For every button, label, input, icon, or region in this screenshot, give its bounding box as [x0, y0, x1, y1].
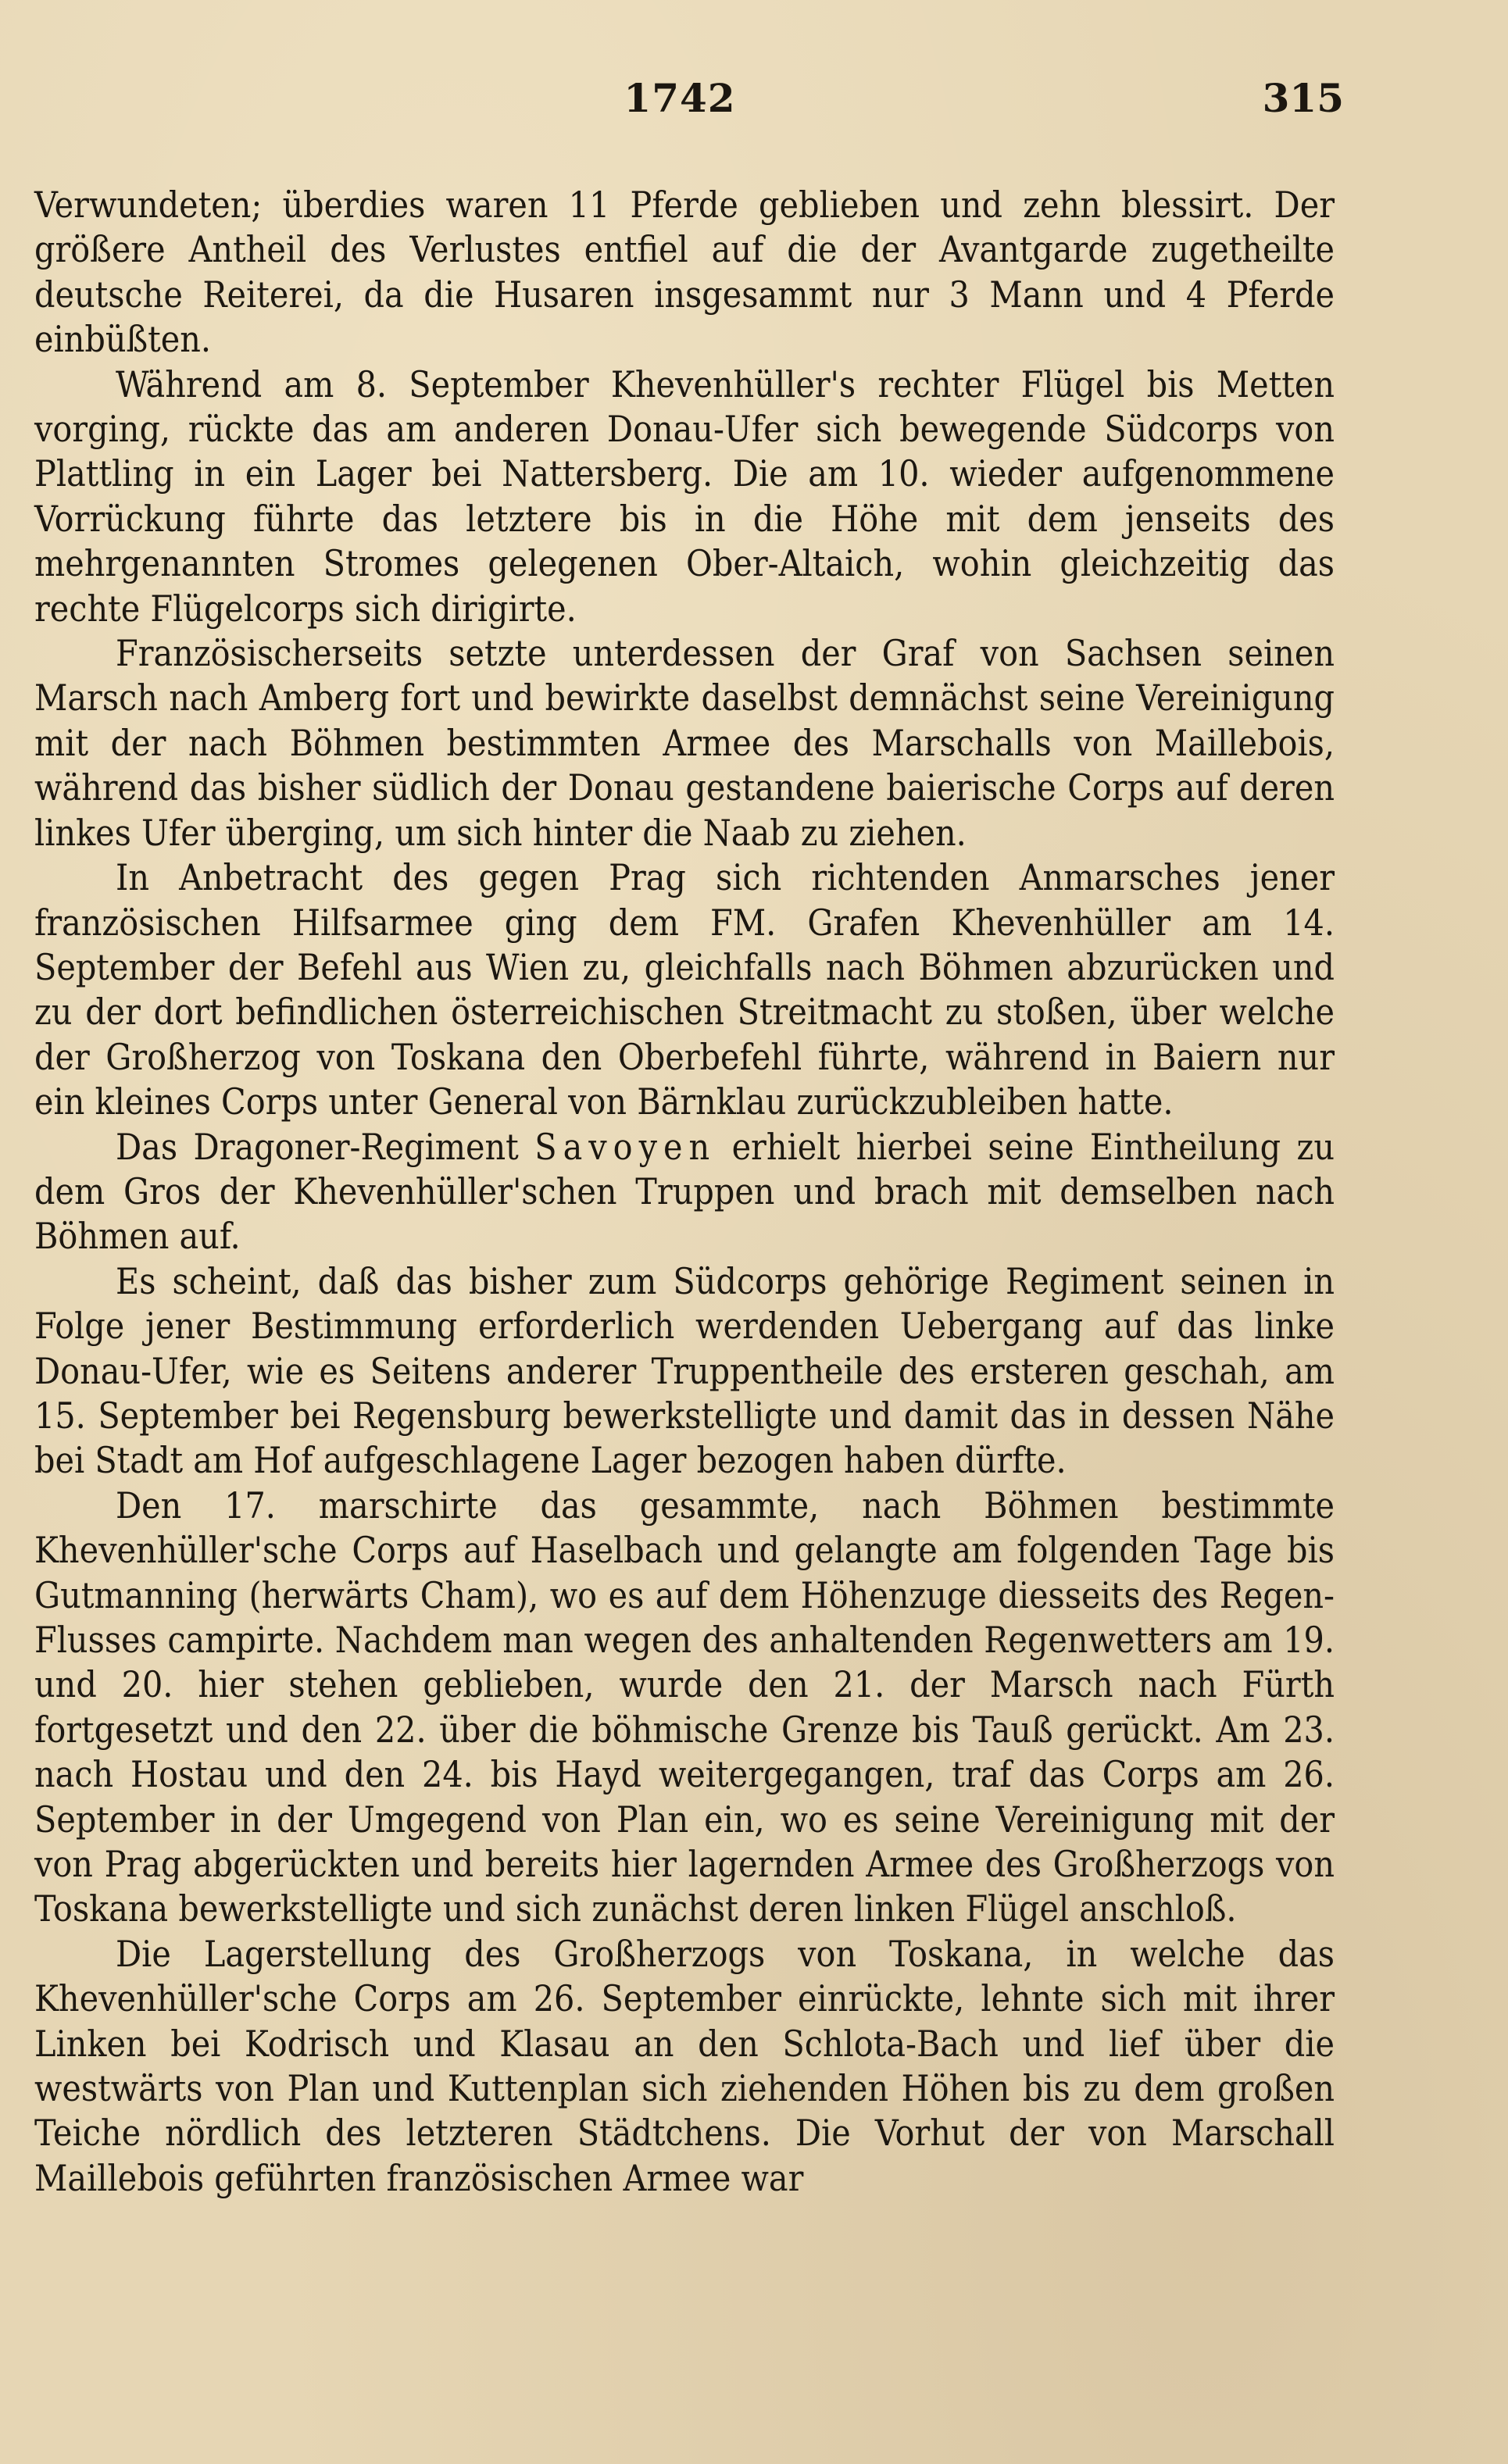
paragraph-2: Während am 8. September Khevenhüller's rechter Flügel bis Metten vorging, rückte das am anderen Donau-Ufer sich bewegende Südcorps von Plattling in ein Lager bei Nattersberg. Die am 10. wieder aufgenommene Vorrückung führte das letztere bis in die Höhe mit dem jenseits des mehrgenannten Stromes gelegenen Ober-Altaich, wohin gleichzeitig das rechte Flügelcorps sich dirigirte.: [34, 362, 1335, 630]
paragraph-8: Die Lagerstellung des Großherzogs von Toskana, in welche das Khevenhüller'sche Corps am 26. September einrückte, lehnte sich mit ihrer Linken bei Kodrisch und Klasau an den Schlota-Bach und lief über die westwärts von Plan und Kuttenplan sich ziehenden Höhen bis zu dem großen Teiche nördlich des letzteren Städtchens. Die Vorhut der von Marschall Maillebois geführten französischen Armee war: [34, 1932, 1335, 2199]
paragraph-5-before: Das Dragoner-Regiment: [116, 1125, 535, 1168]
paragraph-5-after: erhielt hierbei seine Eintheilung zu dem Gros der Khevenhüller'schen Truppen und brach mit demselben nach Böhmen auf.: [34, 1125, 1335, 1258]
paragraph-7: Den 17. marschirte das gesammte, nach Böhmen bestimmte Khevenhüller'sche Corps auf Haselbach und gelangte am folgenden Tage bis Gutmanning (herwärts Cham), wo es auf dem Höhenzuge diesseits des Regen-Flusses campirte. Nachdem man wegen des anhaltenden Regenwetters am 19. und 20. hier stehen geblieben, wurde den 21. der Marsch nach Fürth fortgesetzt und den 22. über die böhmische Grenze bis Tauß gerückt. Am 23. nach Hostau und den 24. bis Hayd weitergegangen, traf das Corps am 26. September in der Umgegend von Plan ein, wo es seine Vereinigung mit der von Prag abgerückten und bereits hier lagernden Armee des Großherzogs von Toskana bewerkstelligte und sich zunächst deren linken Flügel anschloß.: [34, 1484, 1335, 1930]
paragraph-5: [34, 1125, 1335, 1259]
paragraph-4: In Anbetracht des gegen Prag sich richtenden Anmarsches jener französischen Hilfsarmee ging dem FM. Grafen Khevenhüller am 14. September der Befehl aus Wien zu, gleichfalls nach Böhmen abzurücken und zu der dort befindlichen österreichischen Streitmacht zu stoßen, über welche der Großherzog von Toskana den Oberbefehl führte, während in Baiern nur ein kleines Corps unter General von Bärnklau zurückzubleiben hatte.: [34, 856, 1335, 1123]
header-year: 1742: [624, 75, 736, 121]
paragraph-3: Französischerseits setzte unterdessen der Graf von Sachsen seinen Marsch nach Amberg fort und bewirkte daselbst demnächst seine Vereinigung mit der nach Böhmen bestimmten Armee des Marschalls von Maillebois, während das bisher südlich der Donau gestandene baierische Corps auf deren linkes Ufer überging, um sich hinter die Naab zu ziehen.: [34, 632, 1335, 854]
regiment-name: Savoyen: [534, 1125, 716, 1168]
paragraph-1: Verwundeten; überdies waren 11 Pferde geblieben und zehn blessirt. Der größere Antheil des Verlustes entfiel auf die der Avantgarde zugetheilte deutsche Reiterei, da die Husaren insgesammt nur 3 Mann und 4 Pferde einbüßten.: [34, 184, 1335, 361]
paragraph-6: Es scheint, daß das bisher zum Südcorps gehörige Regiment seinen in Folge jener Bestimmung erforderlich werdenden Uebergang auf das linke Donau-Ufer, wie es Seitens anderer Truppentheile des ersteren geschah, am 15. September bei Regensburg bewerkstelligte und damit das in dessen Nähe bei Stadt am Hof aufgeschlagene Lager bezogen haben dürfte.: [34, 1259, 1335, 1482]
running-head: [31, 75, 1344, 130]
page-number: 315: [1262, 75, 1344, 121]
body-text: [34, 183, 1335, 2201]
